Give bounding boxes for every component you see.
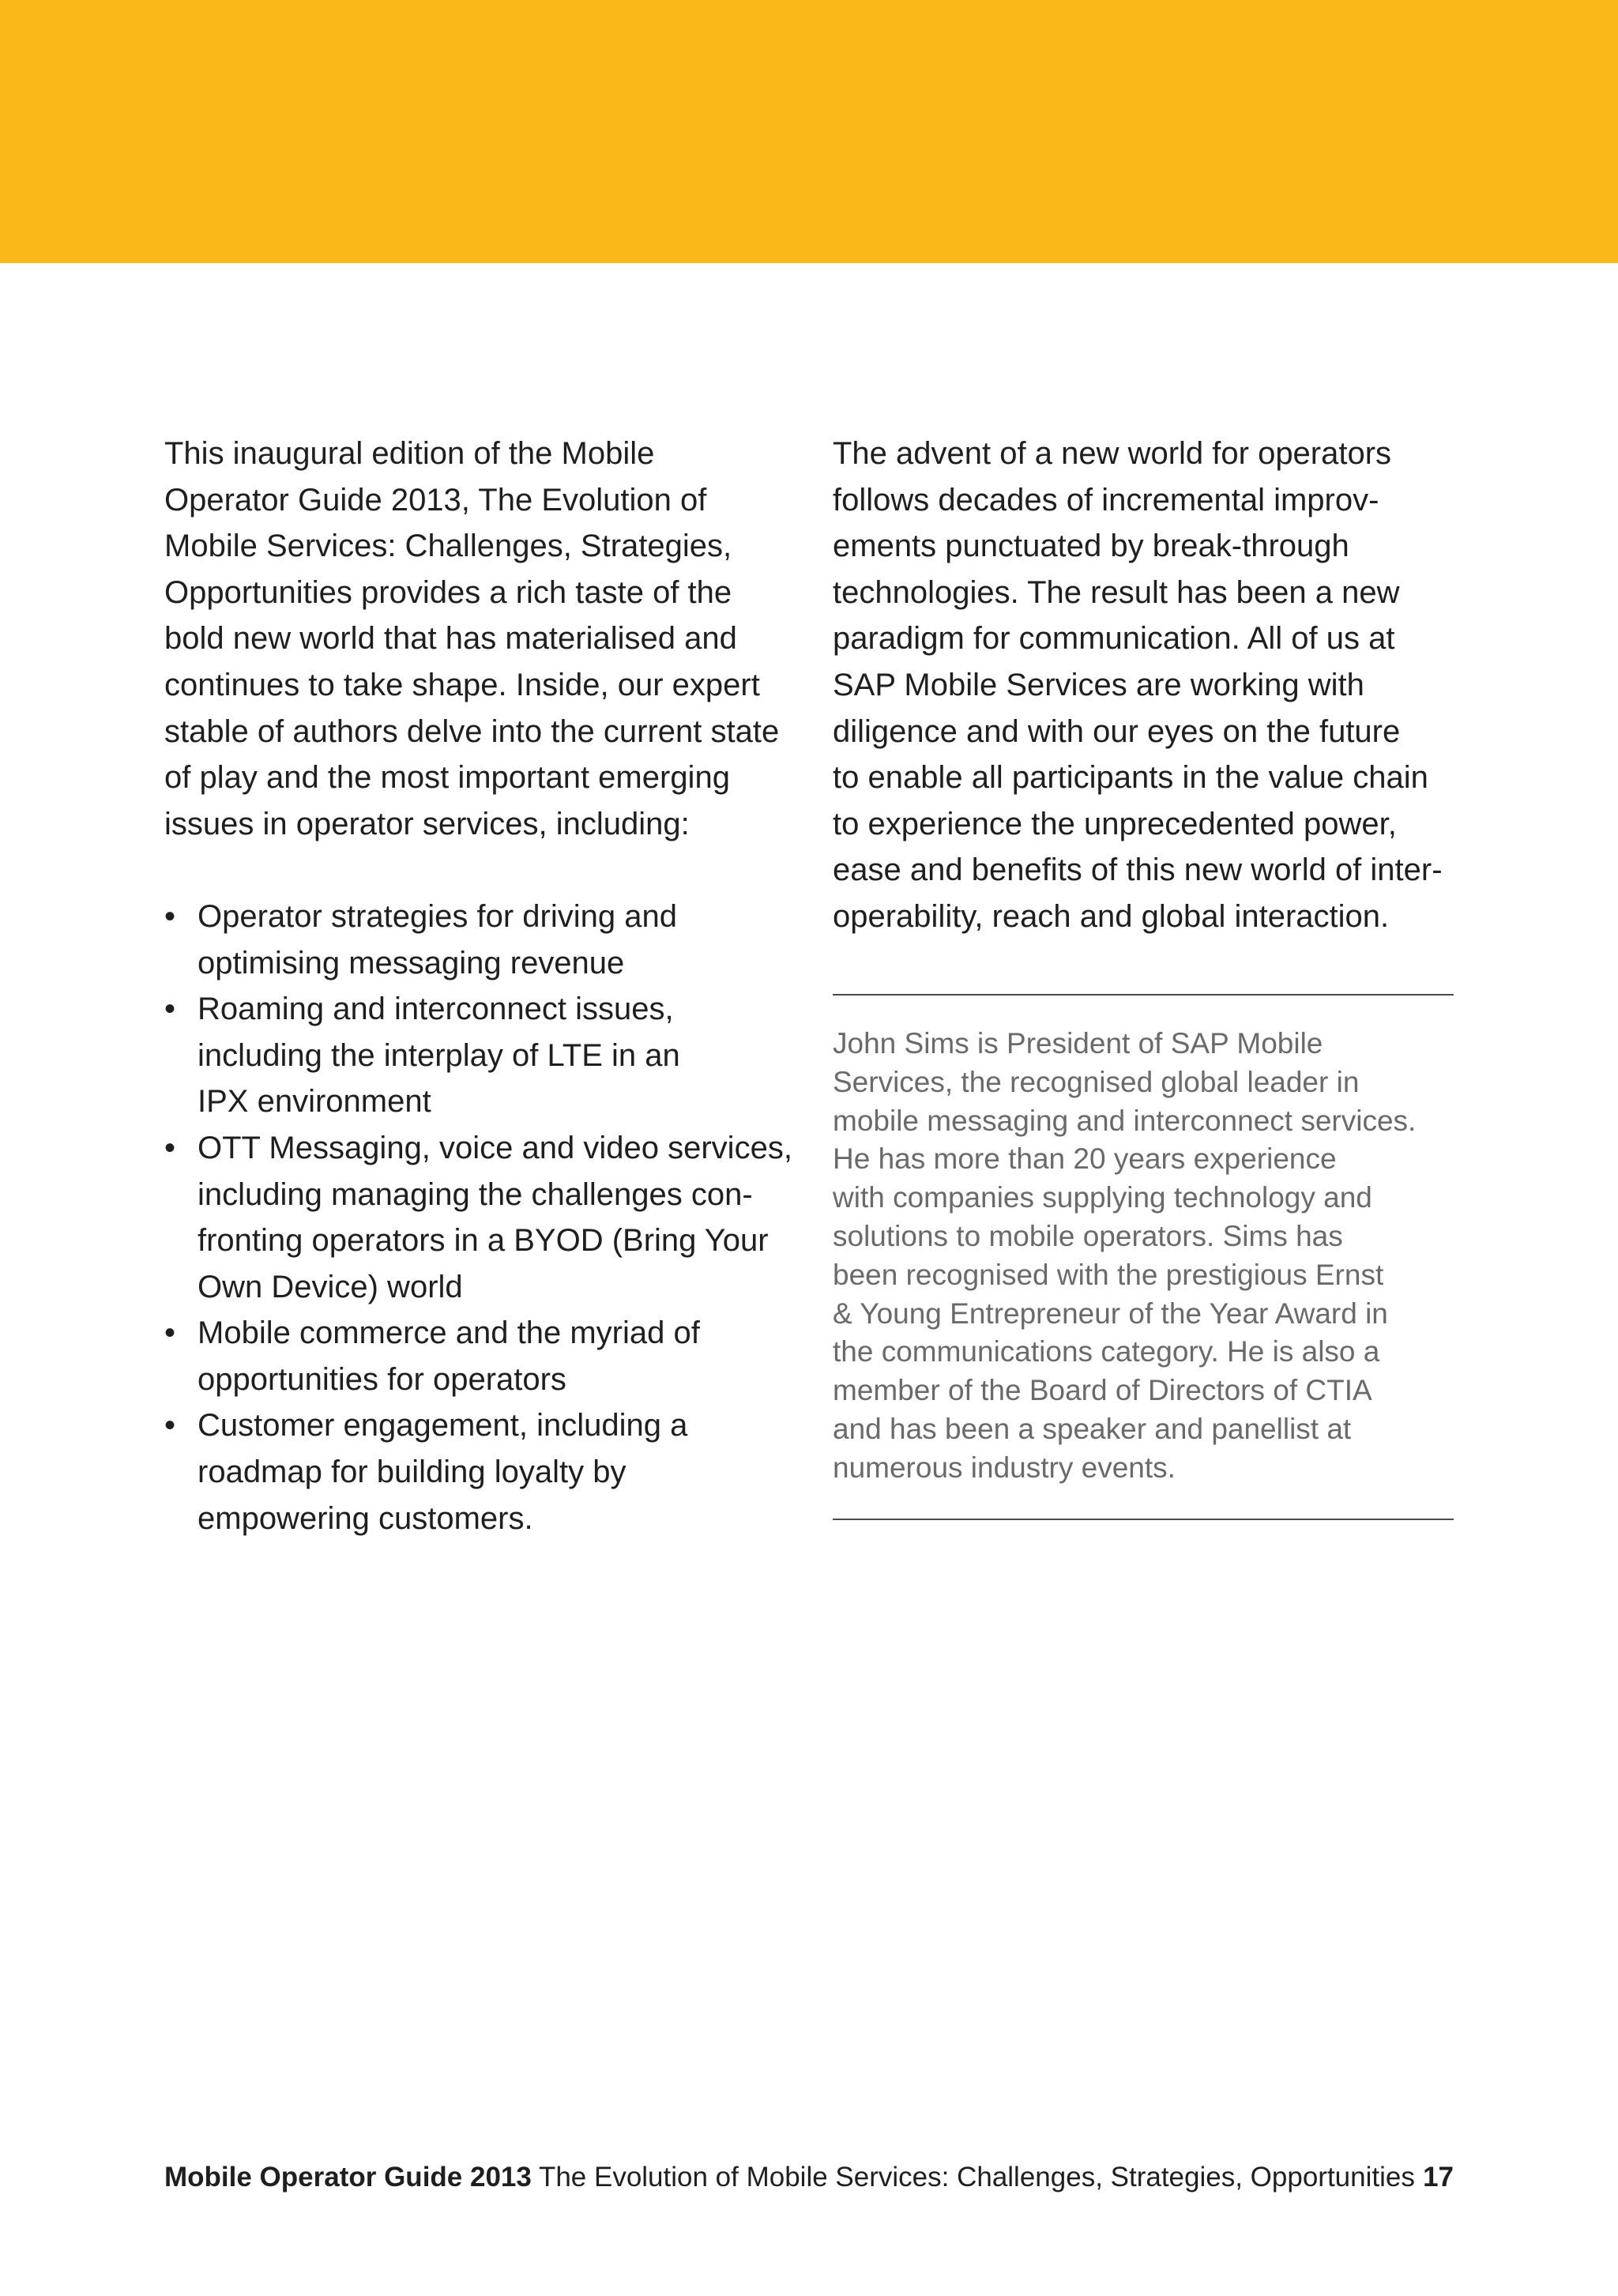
text-line: ements punctuated by break-through (833, 529, 1349, 564)
intro-column (164, 431, 796, 1541)
footer-title: Mobile Operator Guide 2013 (164, 2162, 532, 2192)
text-line: opportunities for operators (198, 1361, 566, 1397)
text-line: to experience the unprecedented power, (833, 806, 1397, 841)
bullet-icon: • (164, 1408, 176, 1443)
bullet-icon: • (164, 992, 176, 1027)
text-line: Mobile commerce and the myriad of (198, 1315, 700, 1351)
text-line: Customer engagement, including a (198, 1408, 688, 1443)
paragraph-spacer (164, 847, 796, 894)
page-footer (164, 2155, 1454, 2200)
bullet-icon: • (164, 1130, 176, 1165)
text-line: continues to take shape. Inside, our expert (164, 667, 760, 702)
text-line: including the interplay of LTE in an (198, 1037, 680, 1073)
advent-column (833, 431, 1454, 940)
footer-subtitle: The Evolution of Mobile Services: Challenges, Strategies, Opportunities (538, 2162, 1415, 2192)
bio-line: with companies supplying technology and (833, 1181, 1372, 1214)
bio-top-divider (833, 994, 1454, 996)
author-bio (833, 1025, 1454, 1488)
text-line: including managing the challenges con- (198, 1176, 753, 1212)
bio-bottom-divider (833, 1519, 1454, 1520)
text-line: Operator Guide 2013, The Evolution of (164, 482, 707, 518)
text-line: optimising messaging revenue (198, 945, 625, 981)
text-line: IPX environment (198, 1084, 431, 1120)
text-line: The advent of a new world for operators (833, 436, 1392, 471)
text-line: Opportunities provides a rich taste of the (164, 574, 732, 610)
advent-paragraph (833, 431, 1454, 940)
text-line: paradigm for communication. All of us at (833, 621, 1395, 657)
bio-line: member of the Board of Directors of CTIA (833, 1374, 1372, 1407)
text-line: OTT Messaging, voice and video services, (198, 1130, 792, 1165)
text-line: SAP Mobile Services are working with (833, 667, 1364, 702)
topics-bullet-list (164, 894, 796, 1541)
bio-line: He has more than 20 years experience (833, 1142, 1337, 1176)
bio-line: and has been a speaker and panellist at (833, 1412, 1352, 1445)
bullet-icon: • (164, 898, 176, 934)
text-line: Mobile Services: Challenges, Strategies, (164, 529, 732, 564)
text-line: roadmap for building loyalty by (198, 1455, 627, 1490)
page-number: 17 (1423, 2162, 1454, 2192)
text-line: diligence and with our eyes on the future (833, 713, 1401, 749)
bio-line: solutions to mobile operators. Sims has (833, 1219, 1343, 1252)
text-line: Roaming and interconnect issues, (198, 992, 674, 1027)
text-line: fronting operators in a BYOD (Bring Your (198, 1223, 769, 1259)
list-item (164, 986, 796, 1125)
list-item (164, 894, 796, 986)
text-line: bold new world that has materialised and (164, 621, 737, 657)
bio-line: been recognised with the prestigious Ernst (833, 1258, 1384, 1291)
list-item (164, 1125, 796, 1310)
text-line: stable of authors delve into the current state (164, 713, 780, 749)
bio-line: mobile messaging and interconnect services. (833, 1104, 1417, 1137)
text-line: issues in operator services, including: (164, 806, 690, 841)
list-item (164, 1402, 796, 1541)
text-line: follows decades of incremental improv- (833, 482, 1379, 518)
text-line: Operator strategies for driving and (198, 898, 677, 934)
bio-line: John Sims is President of SAP Mobile (833, 1027, 1323, 1060)
bio-line: & Young Entrepreneur of the Year Award in (833, 1297, 1388, 1330)
bio-line: Services, the recognised global leader in (833, 1065, 1360, 1098)
text-line: empowering customers. (198, 1500, 533, 1536)
text-line: This inaugural edition of the Mobile (164, 436, 655, 471)
bullet-icon: • (164, 1315, 176, 1351)
text-line: ease and benefits of this new world of inter- (833, 853, 1443, 888)
text-line: operability, reach and global interaction. (833, 898, 1390, 934)
intro-paragraph (164, 431, 796, 847)
text-line: of play and the most important emerging (164, 760, 730, 796)
text-line: technologies. The result has been a new (833, 574, 1400, 610)
list-item (164, 1310, 796, 1402)
text-line: Own Device) world (198, 1269, 463, 1304)
bio-line: numerous industry events. (833, 1451, 1176, 1484)
bio-line: the communications category. He is also a (833, 1335, 1380, 1368)
header-color-band (0, 0, 1618, 263)
text-line: to enable all participants in the value chain (833, 760, 1428, 796)
